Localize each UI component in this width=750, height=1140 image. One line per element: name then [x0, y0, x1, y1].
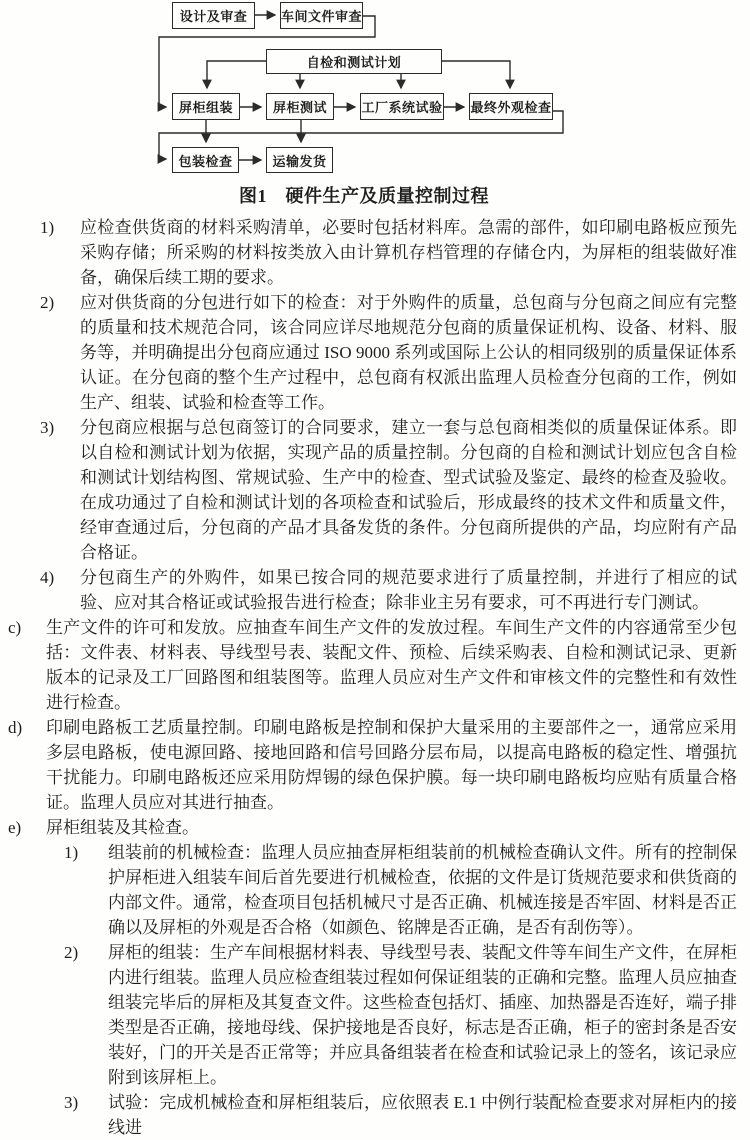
- flowchart-figure: [0, 0, 750, 215]
- list-item-d: [0, 715, 750, 815]
- flow-node-workshop-doc-review: 车间文件审查: [280, 2, 363, 29]
- list-marker: 2): [40, 293, 55, 312]
- list-text: 应对供货商的分包进行如下的检查：对于外购件的质量，总包商与分包商之间应有完整的质量和技术规范合同，该合同应详尽地规范分包商的质量保证机构、设备、材料、服务等，并明确提出分包商应通过 ISO 9000 系列或国际上公认的相同级别的质量保证体系认证。在分包商的整个生产过程中，总包商有权派出监理人员检查分包商的工作，例如生产、组装、试验和检查等工作。: [80, 293, 737, 412]
- flow-node-self-check-test-plan: 自检和测试计划: [266, 49, 442, 74]
- list-item-3: [0, 415, 750, 565]
- list-text: 分包商应根据与总包商签订的合同要求，建立一套与总包商相类似的质量保证体系。即以自检和测试计划为依据，实现产品的质量控制。分包商的自检和测试计划应包含自检和测试计划结构图、常规试验、生产中的检查、型式试验及鉴定、最终的检查及验收。在成功通过了自检和测试计划的各项检查和试验后，形成最终的技术文件和质量文件，经审查通过后，分包商的产品才具备发货的条件。分包商所提供的产品，均应附有产品合格证。: [80, 418, 737, 562]
- list-marker: e): [8, 818, 22, 837]
- list-text: 印刷电路板工艺质量控制。印刷电路板是控制和保护大量采用的主要部件之一，通常应采用多层电路板，使电源回路、接地回路和信号回路分层布局，以提高电路板的稳定性、增强抗干扰能力。印刷电路板还应采用防焊锡的绿色保护膜。每一块印刷电路板均应贴有质量合格证。监理人员应对其进行抽查。: [46, 718, 737, 812]
- figure-caption: 图1 硬件生产及质量控制过程: [239, 186, 489, 206]
- list-text: 试验：完成机械检查和屏柜组装后，应依照表 E.1 中例行装配检查要求对屏柜内的接线进: [108, 1093, 737, 1137]
- list-text: 组装前的机械检查：监理人员应抽查屏柜组装前的机械检查确认文件。所有的控制保护屏柜进入组装车间后首先要进行机械检查，依据的文件是订货规范要求和供货商的内部文件。通常，检查项目包括机械尺寸是否正确、机械连接是否牢固、材料是否正确以及屏柜的外观是否合格（如颜色、铭牌是否正确，是否有刮伤等）。: [108, 843, 737, 937]
- list-item-e2: [0, 940, 750, 1090]
- list-item-4: [0, 565, 750, 615]
- flow-node-final-appearance-inspection: 最终外观检查: [469, 93, 553, 120]
- list-item-c: [0, 615, 750, 715]
- body-text: [0, 215, 750, 1140]
- list-item-e: [0, 815, 750, 840]
- list-text: 屏柜的组装：生产车间根据材料表、导线型号表、装配文件等车间生产文件，在屏柜内进行组装。监理人员应检查组装过程如何保证组装的正确和完整。监理人员应抽查组装完毕后的屏柜及其复查文件。这些检查包括灯、插座、加热器是否连好，端子排类型是否正确，接地母线、保护接地是否良好，标志是否正确，柜子的密封条是否安装好，门的开关是否正常等；并应具备组装者在检查和试验记录上的签名，该记录应附到该屏柜上。: [108, 943, 737, 1087]
- list-marker: 1): [40, 218, 55, 237]
- flow-node-packing-inspection: 包装检查: [172, 147, 239, 173]
- flow-node-factory-system-test: 工厂系统试验: [360, 93, 444, 120]
- flow-node-panel-test: 屏柜测试: [266, 93, 334, 120]
- list-text: 分包商生产的外购件，如果已按合同的规范要求进行了质量控制，并进行了相应的试验、应对其合格证或试验报告进行检查；除非业主另有要求，可不再进行专门测试。: [80, 568, 737, 612]
- list-text: 生产文件的许可和发放。应抽查车间生产文件的发放过程。车间生产文件的内容通常至少包括：文件表、材料表、导线型号表、装配文件、预检、后续采购表、自检和测试记录、更新版本的记录及工厂回路图和组装图等。监理人员应对生产文件和审核文件的完整性和有效性进行检查。: [46, 618, 737, 712]
- list-item-1: [0, 215, 750, 290]
- list-item-e1: [0, 840, 750, 940]
- list-marker: 1): [64, 843, 79, 862]
- list-item-e3: [0, 1090, 750, 1140]
- flowchart-connectors: [0, 0, 750, 180]
- list-text: 应检查供货商的材料采购清单，必要时包括材料库。急需的部件，如印刷电路板应预先采购存储；所采购的材料按类放入由计算机存档管理的存储仓内，为屏柜的组装做好准备，确保后续工期的要求。: [80, 218, 737, 287]
- flow-node-shipping: 运输发货: [266, 147, 333, 173]
- list-item-2: [0, 290, 750, 415]
- list-marker: 3): [40, 418, 55, 437]
- list-marker: 4): [40, 568, 55, 587]
- list-marker: c): [8, 618, 22, 637]
- list-marker: d): [8, 718, 23, 737]
- list-text: 屏柜组装及其检查。: [46, 818, 199, 837]
- list-marker: 3): [64, 1093, 79, 1112]
- flow-node-design-review: 设计及审查: [172, 2, 255, 29]
- list-marker: 2): [64, 943, 79, 962]
- flow-node-panel-assembly: 屏柜组装: [172, 93, 240, 120]
